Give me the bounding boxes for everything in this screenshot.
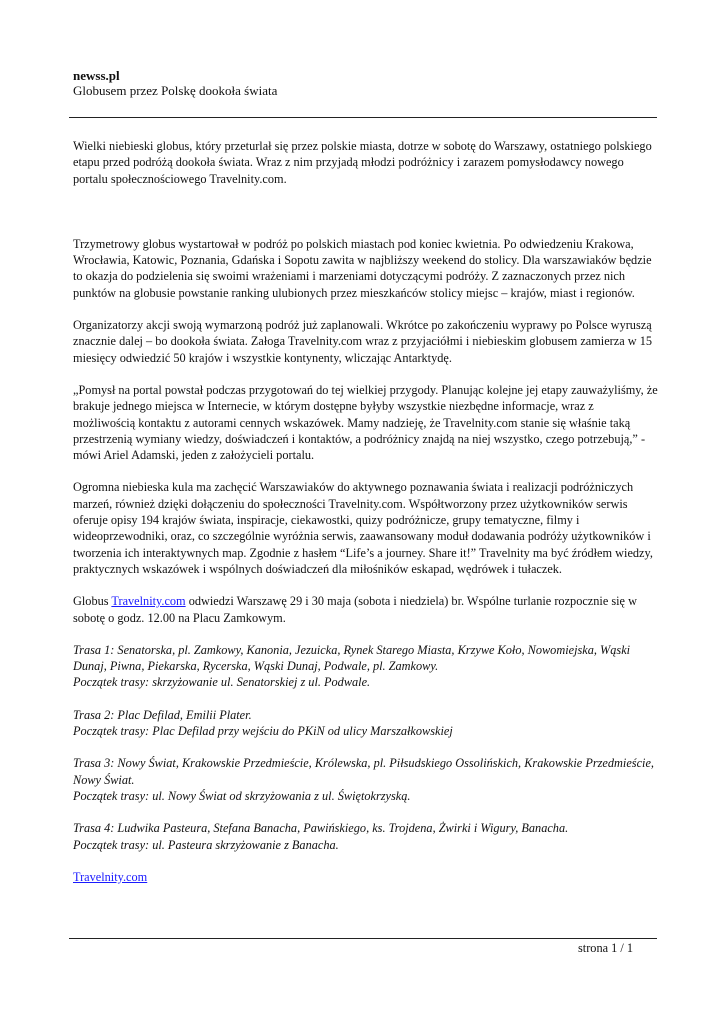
travelnity-footer-link[interactable]: Travelnity.com <box>73 869 148 884</box>
route-2-start: Początek trasy: Plac Defilad przy wejściu do PKiN od ulicy Marszałkowskiej <box>73 724 453 739</box>
paragraph-5-intro: Globus <box>73 594 112 609</box>
route-4 <box>73 820 658 853</box>
final-link-paragraph <box>73 869 658 885</box>
bottom-divider <box>69 938 657 939</box>
top-divider <box>69 117 657 118</box>
paragraph-2: Organizatorzy akcji swoją wymarzoną podróż już zaplanowali. Wkrótce po zakończeniu wyprawy po Polsce wyruszą znacznie dalej – bo dookoła świata. Załoga Travelnity.com wraz z przyjaciółmi i niebieskim globusem zamierza w 15 miesięcy odwiedzić 50 krajów i wszystkie kontynenty, wliczając Antarktydę. <box>73 318 653 365</box>
paragraph-5 <box>73 593 658 626</box>
travelnity-link[interactable]: Travelnity.com <box>111 594 186 609</box>
route-2-streets: Trasa 2: Plac Defilad, Emilii Plater. <box>73 707 252 722</box>
page-number: strona 1 / 1 <box>578 941 633 955</box>
route-4-streets: Trasa 4: Ludwika Pasteura, Stefana Banacha, Pawińskiego, ks. Trojdena, Żwirki i Wigury, Banacha. <box>73 821 569 836</box>
route-1 <box>73 642 658 691</box>
article-body <box>73 138 658 885</box>
route-3 <box>73 755 658 804</box>
route-3-streets: Trasa 3: Nowy Świat, Krakowskie Przedmieście, Królewska, pl. Piłsudskiego Ossolińskich, Krakowskie Przedmieście, Nowy Świat. <box>73 756 654 787</box>
site-name: newss.pl <box>73 68 120 83</box>
route-1-start: Początek trasy: skrzyżowanie ul. Senatorskiej z ul. Podwale. <box>73 675 371 690</box>
paragraph-3: „Pomysł na portal powstał podczas przygotowań do tej wielkiej przygody. Planując kolejne jej etapy zauważyliśmy, że brakuje jednego miejsca w Internecie, w którym dostępne byłyby wszystkie niezbędne informacje, wraz z możliwością kontaktu z autorami cennych wskazówek. Mamy nadzieję, że Travelnity.com stanie się właśnie taką przestrzenią wymiany wiedzy, doświadczeń i kontaktów, a podróżnicy znajdą na niej wszystko, czego potrzebują,” - mówi Ariel Adamski, jeden z założycieli portalu. <box>73 382 658 463</box>
route-1-streets: Trasa 1: Senatorska, pl. Zamkowy, Kanonia, Jezuicka, Rynek Starego Miasta, Krzywe Koło, Nowomiejska, Wąski Dunaj, Piwna, Piekarska, Rycerska, Wąski Dunaj, Podwale, pl. Zamkowy. <box>73 642 631 674</box>
paragraph-4: Ogromna niebieska kula ma zachęcić Warszawiaków do aktywnego poznawania świata i realizacji podróżniczych marzeń, również dzięki dołączeniu do społeczności Travelnity.com. Współtworzony przez użytkowników serwis oferuje opisy 194 krajów świata, inspiracje, ciekawostki, quizy podróżnicze, grupy tematyczne, filmy i wideoprzewodniki, oraz, co szczególnie wyróżnia serwis, zaawansowany moduł dodawania podróży użytkowników i tworzenia ich interaktywnych map. Zgodnie z hasłem “Life’s a journey. Share it!” Travelnity ma być źródłem wiedzy, praktycznych wskazówek i wspólnych doświadczeń dla miłośników eskapad, wędrówek i tułaczek. <box>73 480 653 576</box>
lead-paragraph: Wielki niebieski globus, który przeturlał się przez polskie miasta, dotrze w sobotę do Warszawy, ostatniego polskiego etapu przed podróżą dookoła świata. Wraz z nim przyjadą młodzi podróżnicy i zarazem pomysłodawcy nowego portalu społecznościowego Travelnity.com. <box>73 139 652 186</box>
paragraph-5-rest: odwiedzi Warszawę 29 i 30 maja (sobota i niedziela) br. Wspólne turlanie rozpocznie się w sobotę o godz. 12.00 na Placu Zamkowym. <box>73 594 637 625</box>
route-3-start: Początek trasy: ul. Nowy Świat od skrzyżowania z ul. Świętokrzyską. <box>73 788 411 803</box>
page-title: Globusem przez Polskę dookoła świata <box>73 83 278 98</box>
route-2 <box>73 707 658 740</box>
route-4-start: Początek trasy: ul. Pasteura skrzyżowanie z Banacha. <box>73 837 339 852</box>
paragraph-1: Trzymetrowy globus wystartował w podróż po polskich miastach pod koniec kwietnia. Po odwiedzeniu Krakowa, Wrocławia, Katowic, Poznania, Gdańska i Sopotu zawita w najbliższy weekend do stolicy. Dla warszawiaków będzie to okazja do podzielenia się swoimi wrażeniami i marzeniami dotyczącymi podróży. Z zaznaczonych przez nich punktów na globusie powstanie ranking ulubionych przez mieszkańców stolicy miejsc – krajów, miast i regionów. <box>73 236 652 300</box>
